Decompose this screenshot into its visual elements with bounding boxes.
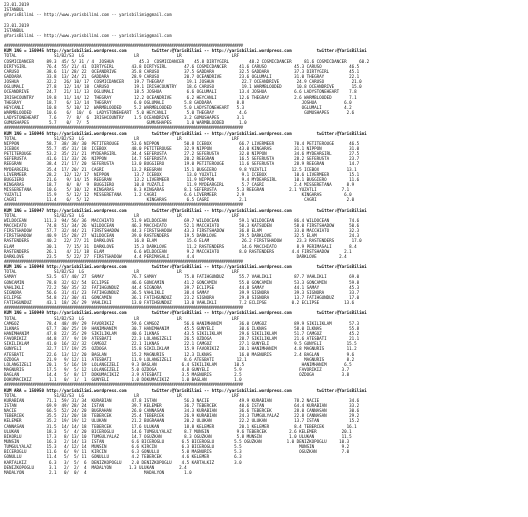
column-headers: TOTAL S1/B2/S3 LG LR LR LRF: [4, 53, 240, 59]
table-row: WARMBLOODED 10.6 6/ 10/ 6 LADYSTONEHEART 5.0 HEYCANLI 5.0 THEGRAY 4.6 GUMUSHAPES 2.6: [4, 109, 355, 115]
table-row: LOLANGIZELI 20.1 5/ 16/ 19 LOLANGIZELI 9.3 BAGLAN 6.4 SIKILIKLAM 10.5 HANIMHANIM 6.5: [4, 361, 352, 367]
table-row: TUMGULYALAZ 15.3 4/ 12/ 14 MUNSIN 6.6 KIRCIN 6.3 BICEROGLU 5.5 MUNSIN 9.2: [4, 444, 350, 450]
report-date: 23.01.2019: [4, 22, 30, 28]
table-row: IRISHCOUNTRY 19.8 11/ 14/ 12 THEGRAY 12.2 OCEANDRIVE 6.2 HEYCANLI 12.6 THEGRAY 2.6 WARMBLOODED 7.1: [4, 94, 357, 100]
table-row: PETITEROUGE 53.2 35/ 21/ 21 MYDEARGIRL 34.4 SEFERUSTA 27.2 SEFERUSTA 32.0 NIPPON 34.6 MYDEARGIRL 27.5: [4, 151, 360, 157]
table-row: KINGARAS 18.7 8/ 8/ 9 BUGGIERO 10.8 YUZATLI 11.9 MYDEARGIRL 5.7 CAGRI 2.4 MISSERETANA 8.9: [4, 181, 355, 187]
column-headers: TOTAL S1/B2/S3 LG LR LR LRF: [4, 392, 240, 398]
race-tables-container: [4, 43, 516, 475]
table-row: KURABIAN 71.1 59/ 31/ 34 KURABIAN 47.8 ISTAN 56.3 NACIE 49.9 KURABIAN 78.2 NACIE 34.6: [4, 397, 360, 403]
table-row: DOKUMACIKIZ 1.1 0/ 1/ 1 GUNYELI 1.0 DOKUMACIKIZ 1.0 BAGLAN 1.0: [4, 377, 242, 383]
table-row: KELEMER 35.2 19/ 19/ 12 ULUKAN 21.2 BUGRAHAN 20.2 ULUKAN 22.2 ULUKAN 13.7 ISTAN 15.2: [4, 418, 360, 424]
section-separator: ##############################################################################################################: [4, 43, 243, 49]
table-row: CAGRI 11.4 6/ 5/ 12 KINGARAS 6.5 CAGRI 2.1 CAGRI 2.0: [4, 197, 355, 203]
race-header: KUM 1NG = 150945 http://yarisbilimi.wordpress.com twitter:@YarisBilimi -- http://yarisbilimi.wordpress.com twitter:@YarisBilimi: [4, 48, 367, 54]
report-contact-line: @YarisBilimi -- http://www.yarisbilimi.com -- yarisbilimi@gmail.com: [4, 32, 172, 38]
table-row: ATESBATI 22.6 13/ 12/ 20 BAGLAN 15.2 MAGNURIS 12.3 ILKNAS 16.0 MAGNURIS 2.4 BAGLAN 9.6: [4, 351, 355, 357]
race-header: KUM 1NG = 150947 http://yarisbilimi.wordpress.com twitter:@YarisBilimi -- http://yarisbilimi.wordpress.com twitter:@YarisBilimi: [4, 207, 367, 213]
table-row: BIKORLU 17.3 8/ 13/ 10 TUMGULYALAZ 14.7 OGUZKAN 8.3 OGUZKAN 5.8 MUNSIN 1.0 ULUKAN 11.5: [4, 433, 352, 439]
table-row: CANNASAN 31.5 14/ 14/ 18 TEBERCEK 17.6 ULUKAN 18.8 KELEMER 20.1 KELEMER 8.4 TEBERCEK 16.1: [4, 423, 357, 429]
table-row: COSMICDANCER 89.3 45/ 5/ 31 / 4 JOSHUA 45.3 COSMICDANCER 45.8 DIRTYGIRL 48.2 COSMICDANCER 81.6 COSMICDANCER 60.2: [4, 58, 370, 64]
table-row: CAMGOZ 78.4 48/ 49/ 29 FAVORIKIZ 59.6 CAMGOZ 56.6 HANIMHANIM 36.0 CAMGOZ 89.9 SIKILIKLAM 57.3: [4, 320, 360, 326]
section-separator: ##############################################################################################################: [4, 202, 243, 208]
table-row: DARKLOVE 23.5 5/ 22/ 27 FIRSTSHADOW 4.4 PERIMASALI 4.4 DARKLOVE 2.4: [4, 253, 347, 259]
table-row: ULUKAN 18.3 5/ 4/ 20 BICEROGLU 14.6 TUMGULYALAZ 8.7 MUNSIN 9.6 TEBERCEK 2.6 KELEMER 20.1: [4, 428, 352, 434]
table-row: SEFERUSTA 41.6 11/ 33/ 26 NIPPON 14.7 SEFERUSTA 20.2 REEGRAN 16.5 SEFERUSTA 28.2 SEFERUSTA 23.7: [4, 156, 360, 162]
table-row: GADDARA 33.8 13/ 24/ 21 GADDARA 28.9 CARUSO 20.7 OCEANDRIVE 23.6 OGLUMALI 31.0 THEGRAY 22.1: [4, 73, 360, 79]
table-row: RASTENDERS 26.1 4/ 21/ 18 ELAM 6.6 WILDOCEAN 9.2 MACCHIATO 8.0 RASTENDERS 4.4 FIRSTSHADOW 2.1: [4, 248, 352, 254]
table-row: HEYCANLI 10.8 5/ 10/ 12 WARMBLOODED 5.2 WARMBLOODED 5.0 LADYSTONEHEART 5.3 OGLUMALI 4.2: [4, 104, 352, 110]
table-row: ISTAN 69.9 49/ 28/ 24 ISTAN 39.7 KELEMER 36.7 TEBERCEK 40.6 ISTAN 64.4 KURABIAN 33.2: [4, 402, 360, 408]
table-row: OZDOGA 21.9 9/ 12/ 11 ATESBATI 11.9 LOLANGIZELI 8.6 ATESBATI 12.1 MAGNURIS 8.2: [4, 356, 355, 362]
column-headers: TOTAL S1/B2/S3 LG LR LR LRF: [4, 269, 240, 275]
race-header: KUM 1NG = 150946 http://yarisbilimi.wordpress.com twitter:@YarisBilimi -- http://yarisbilimi.wordpress.com twitter:@YarisBilimi: [4, 130, 367, 136]
table-row: MADALYON 2.1 0/ 0/ 4 MADALYON 1.0: [4, 469, 192, 475]
table-row: WILDOCEAN 111.3 94/ 56/ 36 MACCHIATO 51.9 WILDOCEAN 69.7 WILDOCEAN 59.1 WILDOCEAN 86.4 WILDOCEAN 74.6: [4, 217, 360, 223]
table-row: GUMUSHAPES 5.7 0/ 7/ 5 GUMUSHAPES 1.0 WARMBLOODED 1.0: [4, 120, 247, 126]
report-city: ISTANBUL: [4, 27, 25, 33]
table-row: BICEROGLU 11.6 6/ 9/ 11 KIRCIN 6.3 GONULLU 5.0 MAGNURIS 5.3 OGUZKAN 7.0: [4, 449, 350, 455]
race-header: KUM 1NG = 150949 http://yarisbilimi.wordpress.com twitter:@YarisBilimi -- http://yarisbilimi.wordpress.com twitter:@YarisBilimi: [4, 310, 367, 316]
table-row: GONULLU 11.4 5/ 5/ 11 GONULLU 4.2 TEBERCEK 4.6 KELEMER 6.3: [4, 454, 242, 460]
table-row: GONCAMIN 78.8 32/ 62/ 54 ECLIPSE 46.6 GONCAMIN 41.2 GONCAMIN 55.0 GONCAMIN 53.3 GONCAMIN 59.8: [4, 279, 360, 285]
report-contact-line: @YarisBilimi -- http://www.yarisbilimi.com -- yarisbilimi@gmail.com: [4, 12, 172, 18]
table-row: FIRSTSHADOW 57.7 32/ 44/ 21 FIRSTSHADOW 44.3 FIRSTSHADOW 43.3 FIRSTSHADOW 36.8 ELAM 33.0 MACCHIATO 32.3: [4, 228, 360, 234]
table-row: YUZATLI 15.9 5/ 12/ 12 MISSERETANA 1.2 CAGRI 6.6 LIVERMEER 2.9 KINGARAS 6.0: [4, 192, 352, 198]
table-row: ELAM 30.1 7/ 15/ 31 DARKLOVE 15.3 DARKLOVE 11.2 RASTENDERS 14.6 MACCHIATO 8.9 PERIMASALI 8.4: [4, 243, 357, 249]
table-row: NACIE 66.5 52/ 24/ 20 BUGRAHAN 26.0 CANNASAN 34.3 KURABIAN 36.6 TEBERCEK 28.0 CANNASAN 30.6: [4, 408, 360, 414]
section-separator: ##############################################################################################################: [4, 382, 243, 388]
table-row: FIRSTSHADOW 40.9 15/ 28/ 27 WILDOCEAN 39.0 RASTENDERS 19.5 DARKLOVE 29.5 DARKLOVE 32.5 ELAM 24.3: [4, 233, 360, 239]
table-row: TEBERCEK 35.5 21/ 20/ 18 TEBERCEK 25.4 TEBERCEK 26.9 KURABIAN 24.3 TUMGULYALAZ 22.8 CANNASAN 29.2: [4, 413, 360, 419]
table-row: RASTENDERS 40.2 22/ 27/ 21 DARKLOVE 16.8 ELAM 15.6 ELAM 26.2 FIRSTSHADOW 23.3 RASTENDERS 17.0: [4, 238, 362, 244]
table-row: MAGNURIS 17.5 9/ 5/ 12 LOLANGIZELI 5.0 OZDOGA 4.8 GUNYELI 5.9 FAVORIKIZ 3.7: [4, 366, 350, 372]
report-date: 23.01.2019: [4, 2, 30, 7]
table-row: CARUSO 38.6 11/ 28/ 22 OCEANDRIVE 35.8 CARUSO 37.5 GADDARA 32.5 GADDARA 37.3 DIRTYGIRL 45.1: [4, 68, 360, 74]
table-row: NIPPON 58.7 38/ 38/ 30 PETITEROUGE 53.6 NIPPON 50.8 ICEBOX 66.7 LIVERMEER 70.4 PETITEROUGE 46.5: [4, 140, 360, 146]
section-separator: ##############################################################################################################: [4, 125, 243, 131]
section-separator: ##############################################################################################################: [4, 259, 243, 265]
table-row: LADYSTONEHEART 7.6 7/ 8/ 6 IRISHCOUNTRY 1.5 OCEANDRIVE 3.2 GUMUSHAPES 3.1: [4, 115, 245, 121]
column-headers: TOTAL S1/B2/S3 LG LR LR LRF: [4, 315, 240, 321]
table-row: OGLUMALI 27.8 12/ 14/ 18 CARUSO 19.1 IRISHCOUNTRY 18.6 CARUSO 19.1 WARMBLOODED 10.8 OCEANDRIVE 15.0: [4, 84, 362, 90]
column-headers: TOTAL S1/B2/S3 LG LR LR LRF: [4, 212, 240, 218]
race-header: KUM ARA = 150950 http://yarisbilimi.wordpress.com twitter:@YarisBilimi -- http://yarisbilimi.wordpress.com twitter:@YarisBilimi: [4, 387, 367, 393]
section-separator: ##############################################################################################################: [4, 305, 243, 311]
table-row: ILKNAS 67.7 30/ 25/ 19 HANIMHANIM 30.7 HANIMHANIM 45.5 GUNYELI 30.6 ILKNAS 58.0 ILKNAS 55.8: [4, 325, 360, 331]
table-row: SIGNORA 56.6 31/ 41/ 23 FATIHGUNDUZ 36.5 VAHLIKLI 38.4 SAMAY 39.9 SIGNORA 39.3 SIGNORA 33.7: [4, 289, 360, 295]
table-row: JOSHUA 32.2 26/ 10/ 17 COSMICDANCER 19.7 THEGRAY 19.1 JOSHUA 22.7 OCEANDRIVE 24.9 CARUSO 21.0: [4, 79, 362, 85]
table-row: FAVORIKIZ 44.8 37/ 9/ 19 ATESBATI 22.3 LOLANGIZELI 26.5 OZDOGA 28.7 SIKILIKLAM 21.6 ATESBATI 21.1: [4, 336, 360, 342]
column-headers: TOTAL S1/B2/S3 LG LR LR LRF: [4, 135, 240, 141]
table-row: LIVERMEER 28.2 12/ 12/ 17 NIPPON 13.7 ICEBOX 13.0 YUZATLI 9.1 ICEBOX 10.6 LIVERMEER 15.1: [4, 171, 360, 177]
table-row: MACCHIATO 74.8 51/ 34/ 26 WILDOCEAN 46.3 MACCHIATO 52.1 MACCHIATO 50.3 KATSUDEN 58.0 FIRSTSHADOW 50.6: [4, 223, 360, 229]
table-row: BAGLAN 14.4 5/ 8/ 17 DOKUMACIKIZ 3.9 ATESBATI 3.5 MAGNURIS 2.5 OZDOGA 3.8: [4, 372, 350, 378]
table-row: MYDEARGIRL 35.4 17/ 20/ 21 CAGRI 13.2 REEGRAN 15.1 BUGGIERO 9.8 YUZATLI 12.5 ICEBOX 13.1: [4, 166, 357, 172]
table-row: HANIMHANIM 47.8 22/ 35/ 29 SIKILIKLAM 40.6 ILKNAS 43.5 SIKILIKLAM 29.6 SIKILIKLAM 51.7 CAMGOZ 45.2: [4, 331, 360, 336]
table-row: SIKILIKLAM 41.0 16/ 32/ 32 CAMGOZ 22.1 ILKNAS 22.1 CAMGOZ 27.1 GUNYELI 9.5 GUNYELI 15.5: [4, 341, 357, 347]
race-header: KUM 1NG = 150948 http://yarisbilimi.wordpress.com twitter:@YarisBilimi -- http://yarisbilimi.wordpress.com twitter:@YarisBilimi: [4, 264, 367, 270]
table-row: REEGRAN 38.4 21/ 17/ 20 SEFERUSTA 13.0 BUGGIERO 19.0 PETITEROUGE 11.6 SEFERUSTA 28.9 REEGRAN 14.7: [4, 161, 360, 167]
table-row: MISSERETANA 10.6 5/ 10/ 12 KINGARAS 8.3 KINGARAS 8.1 SEFERUSTA 5.3 REEGRAN 2.1 YUZATLI 7.1: [4, 187, 350, 193]
table-row: BUGGIERO 21.6 9/ 14/ 15 REEGRAN 13.2 LIVERMEER 11.9 NIPPON 9.4 MYDEARGIRL 10.1 BUGGIERO 11.6: [4, 176, 360, 182]
table-row: SAMAY 53.5 67/ 40/ 27 SAMAY 76.7 SAMAY 75.8 FATIHGUNDUZ 55.7 VAHLIKLI 87.7 VAHLIKLI 69.0: [4, 274, 360, 280]
table-row: FATIHGUNDUZ 43.1 18/ 26/ 29 VAHLIKLI 13.0 FATIHGUNDUZ 13.0 VAHLIKLI 7.2 ECLIPSE 0.2 ECLIPSE 13.6: [4, 300, 355, 306]
table-row: ECLIPSE 54.8 21/ 30/ 41 GONCAMIN 36.1 FATIHGUNDUZ 23.2 SIGNORA 29.8 SIGNORA 13.7 FATIHGUNDUZ 17.0: [4, 295, 360, 301]
table-row: GUNYELI 32.7 17/ 19/ 25 OZDOGA 15.8 SIKILIKLAM 15.9 FAVORIKIZ 20.1 HANIMHANIM 4.8 MAGNURIS 11.2: [4, 346, 357, 352]
table-row: ICEBOX 55.7 45/ 31/ 18 ICEBOX 48.0 PETITEROUGE 32.9 NIPPON 43.0 KINGARAS 31.1 NIPPON 31.0: [4, 145, 360, 151]
report-city: ISTANBUL: [4, 7, 25, 13]
table-row: DENIZKOPOGLU 3.1 2/ 2/ 4 MADALYON 1.3 ULUKAN 2.4: [4, 464, 187, 470]
table-row: OCEANDRIVE 24.7 21/ 11/ 13 OGLUMALI 18.5 JOSHUA 6.6 OGLUMALI 13.4 JOSHUA 6.6 LADYSTONEHEART 7.8: [4, 89, 357, 95]
table-row: MUNSIN 16.3 2/ 14/ 13 ISTAN 6.6 BICEROGLU 6.5 BICEROGLU 5.5 OGUZKAN 1.0 DENIZKOPOGLU 10.3: [4, 438, 350, 444]
table-row: DIRTYGIRL 76.4 55/ 21/ 41 DIRTYGIRL 43.8 DIRTYGIRL 47.6 COSMICDANCER 41.6 CARUSO 45.3 CARUSO 46.5: [4, 63, 360, 69]
table-row: KARTALKIZ 6.3 3/ 5/ 6 DENIZKOPOGLU 2.0 DENIZKOPOGLU 4.5 KARTALKIZ 3.0: [4, 459, 242, 465]
table-row: VAHLIKLI 72.2 50/ 35/ 32 FATIHGUNDUZ 44.4 SIGNORA 39.7 ECLIPSE 44.8 SAMAY 44.1 SAMAY 45.3: [4, 284, 360, 290]
table-row: THEGRAY 18.7 6/ 13/ 14 THEGRAY 6.0 OGLUMALI 5.8 GADDARA 8.8 JOSHUA 6.0: [4, 99, 352, 105]
